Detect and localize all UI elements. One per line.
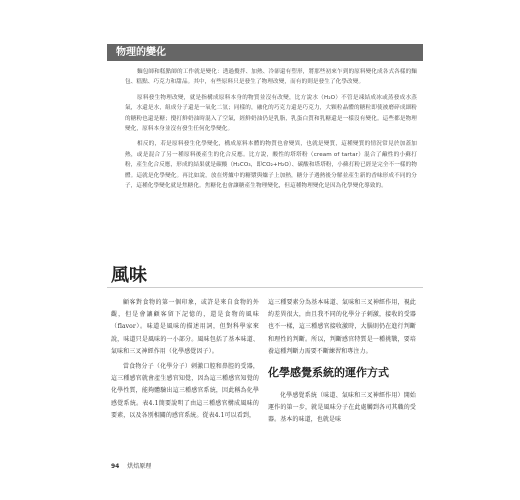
- body-paragraph: 當食物分子（化學分子）刺激口腔和鼻腔的受器，這三種感官就會產生感官知覺，因為這三種感官知覺的化學性質，能夠體驗出這三種感官系統，因此稱為化學感覺系統。表4.1簡要說明了由這三種感官構成風味的要素，以及各別相關的感官系統。從表4.1可以看到，: [111, 363, 259, 419]
- sidebar-paragraph: 原料發生物理改變，就是指構成原料本身的物質並沒有改變，比方說水（H₂O）不管是凍結成冰或蒸發成水蒸氣，水還是水，組成分子還是一氧化二氫；同樣的，融化的巧克力還是巧克力，大顆粒晶體的糖粒即使被磨碎成細粉的糖粉也還是糖；攪打鮮奶油時混入了空氣，經鮮奶油仍是乳脂，乳蛋白質和乳糖還是一樣沒有變化。這些都是物理變化，原料本身並沒有發生任何化學變化。: [125, 94, 417, 133]
- body-paragraph: 這三種要素分為基本味道、氣味和三叉神經作用，視此約差異很大，由且我不同的化學分子刺激，接收的受器也不一樣，這三種感官接收激時，大腦則仍在進行判斷和理性的判斷。所以，判斷感官特質是一種挑戰，要培養這種判斷力需要不斷練習和專注力。: [268, 299, 416, 355]
- sidebar-paragraph: 麵包師和糕點師的工作就是變化：透過攪拌、加熱、冷卻還有塑形，將那些初來乍到的原料變化成各式各樣的麵包、糕點、巧克力和甜品。其中，有些原料只是發生了物理改變，而有的則是發生了化學改變。: [125, 69, 417, 86]
- section-heading: 風味: [111, 265, 147, 286]
- left-column: [111, 297, 259, 425]
- sidebar-body: [107, 61, 423, 191]
- sidebar-paragraph: 相反的，若是原料發生化學變化，構成原料本體的物質也會變異，也就是變質，這種變質的情況常見於加蓋加熱，或是混合了另一種原料後產生的化合反應。比方說，酸性的塔塔粉（cream of tartar）混合了鹼性的小蘇打粉，產生化合反應，形成的結果就是碳酸（H₂CO₃，即CO₂+H₂O）、碳酸和塔塔粉，小蘇打粉已經是完全不一樣的物體。這就是化學變化。再比如說，放在烤爐中的糖漿與爐子上加熱，糖分子遇熱後分解並產生新的香味形成不同的分子，這種化學變化就是焦糖化。焦糖化也會讓糖產生物理變化，但這種物理變化是因為化學變化導致的。: [125, 141, 418, 190]
- sidebar-box: [107, 44, 423, 260]
- page-number: 94: [111, 463, 120, 470]
- book-title: 烘焙原理: [127, 463, 152, 470]
- body-paragraph: 化學感覺系統（味道、氣味和三叉神經作用）開始運作的第一步，就是風味分子在此處觸到各司其職的受器。基本的味道，也就是味: [268, 392, 416, 424]
- sidebar-title: 物理的變化: [107, 44, 423, 61]
- page-footer: [111, 461, 151, 470]
- body-paragraph: 顧客對食物的第一個印象，或許是來自食物的外觀，但是會讓顧客留下記憶的，還是食物的風味（flavor）。味道是風味的描述用詞，但對科學家來說，味道只是風味的一小部分。風味包括了基本味道、氣味和三叉神經作用（化學感覺因子）。: [111, 299, 259, 355]
- subsection-heading: 化學感覺系統的運作方式: [268, 366, 389, 380]
- heading-divider: [107, 287, 423, 288]
- right-column: [268, 297, 416, 430]
